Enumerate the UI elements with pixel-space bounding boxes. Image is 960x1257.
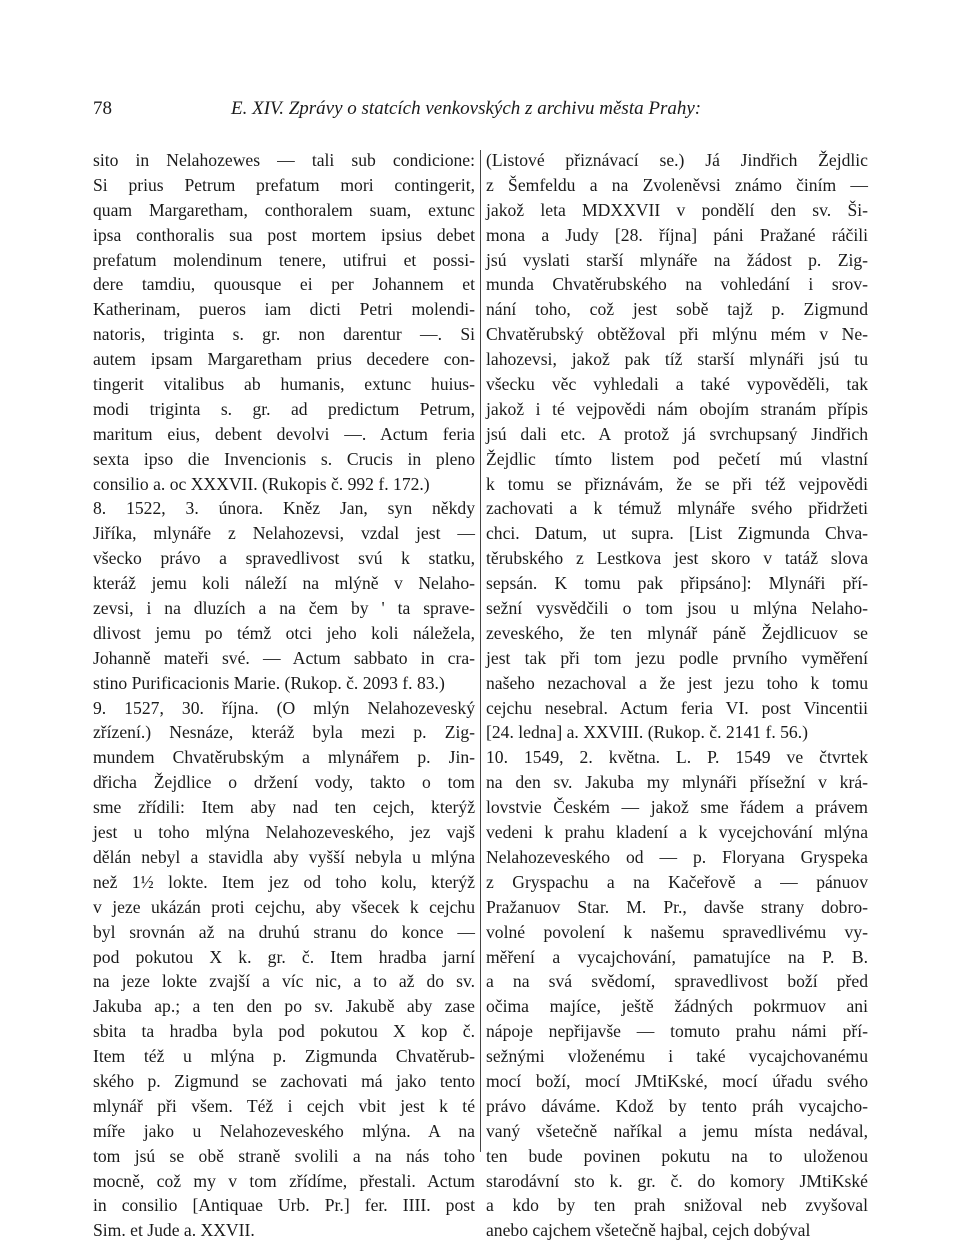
column-divider [480, 150, 481, 1152]
text-line: Si prius Petrum prefatum mori contingerit, [93, 174, 475, 195]
text-line: nápoje nepřijavše — tomuto prahu námi pří- [486, 1021, 868, 1042]
text-line: tom jsú se obě straně svolili a na nás toho [93, 1145, 475, 1166]
text-line: tingerit vitalibus ab humanis, extunc huius- [93, 374, 475, 395]
text-line: consilio a. oc XXXVII. (Rukopis č. 992 f. 172.) [93, 473, 430, 494]
text-line: pod pokutou X k. gr. č. Item hradba jarní [93, 946, 475, 967]
text-line: maritum eius, debent devolvi —. Actum feria [93, 423, 475, 444]
text-line: mundem Chvatěrubským a mlynářem p. Jin- [93, 747, 475, 768]
text-line: Sim. et Jude a. XXVII. [93, 1220, 255, 1241]
text-line: zeveského, že ten mlynář páně Žejdlicuov se [486, 622, 868, 643]
text-line: než 1½ lokte. Item jez od toho kolu, kterýž [93, 871, 475, 892]
text-line: mocí boží, mocí JMtiKské, mocí úřadu svého [486, 1070, 868, 1091]
text-line: [24. ledna] a. XXVIII. (Rukop. č. 2141 f. 56.) [486, 722, 808, 743]
text-line: ského p. Zigmund se zachovati má jako tento [93, 1070, 475, 1091]
text-line: (Listové přiznávací se.) Já Jindřich Žejdlic [486, 150, 868, 170]
text-line: 9. 1527, 30. října. (O mlýn Nelahozeveský [93, 697, 475, 718]
text-line: mocně, což my v tom zřídíme, přestali. Actum [93, 1170, 475, 1191]
text-line: jest u toho mlýna Nelahozeveského, jez vajš [93, 822, 475, 843]
text-line: jsú dali etc. A protož já svrchupsaný Jindřich [486, 423, 868, 444]
page-header [93, 98, 873, 128]
text-line: byl srovnán až na druhú stranu do konce — [93, 921, 475, 942]
text-line: modi triginta s. gr. ad predictum Petrum, [93, 398, 475, 419]
text-line: quam Margaretham, conthoralem suam, extunc [93, 199, 475, 220]
text-line: Nelahozeveského od — p. Floryana Gryspeka [486, 846, 868, 867]
text-line: sežní vysvědčili o tom jsou u mlýna Nelaho- [486, 598, 868, 619]
text-line: dlivost jemu po témž otci jeho koli náležela, [93, 622, 475, 643]
text-line: z Gryspachu a na Kačeřově a — pánuov [486, 871, 868, 892]
text-line: vedeni k prahu kladení a k vycejchování mlýna [486, 822, 868, 843]
text-line: in consilio [Antiquae Urb. Pr.] fer. IIII. post [93, 1195, 475, 1216]
text-line: sme zřídili: Item aby nad ten cejch, kterýž [93, 797, 475, 818]
text-line: očima majíce, ještě žádných pokrmuov ani [486, 996, 868, 1017]
text-line: Chvatěrubský obtěžoval při mlýnu mém v Ne- [486, 324, 868, 345]
text-line: na jeze lokte zvajší a víc nic, a to až do sv. [93, 971, 475, 992]
text-line: měření a vycajchování, pamatujíce na P. B. [486, 946, 868, 967]
text-line: Pražanuov Star. M. Pr., davše strany dobro- [486, 896, 868, 917]
text-line: prefatum molendinum tenere, utifrui et possi- [93, 249, 475, 270]
text-line: ten bude povinen pokutu na to uloženou [486, 1145, 868, 1166]
text-line: zachovati a k témuž mlynáře svého přidržeti [486, 498, 868, 519]
text-line: Item též u mlýna p. Zigmunda Chvatěrub- [93, 1046, 475, 1067]
text-line: sežnými vloženému i také vycajchovanému [486, 1046, 868, 1067]
text-line: zevsi, i na dluzích a na čem by ' ta sprave- [93, 598, 475, 619]
text-line: z Šemfeldu a na Zvoleněvsi známo činím — [486, 174, 868, 195]
text-line: starodávní sto k. gr. č. do komory JMtiKské [486, 1170, 868, 1191]
text-line: k tomu se přiznávám, že se při též vejpovědi [486, 473, 868, 494]
text-line: sbita ta hradba byla pod pokutou X kop č. [93, 1021, 475, 1042]
text-line: 8. 1522, 3. února. Kněz Jan, syn někdy [93, 498, 475, 519]
text-line: právo dáváme. Kdož by tento práh vycajcho- [486, 1095, 868, 1116]
text-line: jest tak při tom jezu podle prvního vyměření [486, 647, 868, 668]
left-text-column [93, 148, 475, 1243]
text-line: jakož leta MDXXVII v pondělí den sv. Ši- [486, 199, 868, 220]
text-line: stino Purificacionis Marie. (Rukop. č. 2093 f. 83.) [93, 672, 445, 693]
text-line: volné povolení k našemu spravedlivému vy- [486, 921, 868, 942]
text-line: ipsa conthoralis sua post mortem ipsius debet [93, 224, 475, 245]
text-line: cejchu nesebral. Actum feria VI. post Vincentii [486, 697, 868, 718]
text-line: jakož i té vejpovědi nám obojím stranám přípis [486, 398, 868, 419]
text-line: anebo cajchem všetečně hajbal, cejch dobýval [486, 1220, 811, 1241]
text-line: Jakuba ap.; a ten den po sv. Jakubě aby zase [93, 996, 475, 1017]
text-line: na den sv. Jakuba my mlynáři přísežní v krá- [486, 772, 868, 793]
text-line: vaný všetečně naříkal a jemu místa nedával, [486, 1120, 868, 1141]
text-line: v jeze ukázán proti cejchu, aby všecek k cejchu [93, 896, 475, 917]
text-line: natoris, triginta s. gr. non darentur —. Si [93, 324, 475, 345]
right-text-column [486, 148, 868, 1243]
text-line: sepsán. K tomu pak připsáno]: Mlynáři pří- [486, 573, 868, 594]
text-line: našeho nezachoval a že jest jezu toho k tomu [486, 672, 868, 693]
text-line: munda Chvatěrubského na vohledání i srov- [486, 274, 868, 295]
text-line: a na svá svědomí, spravedlivost boží před [486, 971, 868, 992]
text-line: mlynář při všem. Též i cejch vbit jest k té [93, 1095, 475, 1116]
text-line: všecku věc vyhledali a také vypověděli, tak [486, 374, 868, 395]
text-line: sexta ipso die Invencionis s. Crucis in pleno [93, 448, 475, 469]
text-line: lovstvie Českém — jakož sme řádem a právem [486, 797, 868, 818]
text-line: Žejdlic tímto listem pod pečetí mú vlastní [486, 448, 868, 469]
text-line: mona a Judy [28. října] páni Pražané ráčili [486, 224, 868, 245]
text-line: Johanně mateři své. — Actum sabbato in cra- [93, 647, 475, 668]
running-title: E. XIV. Zprávy o statcích venkovských z archivu města Prahy: [231, 98, 702, 119]
text-line: dřicha Žejdlice o držení vody, takto o tom [93, 772, 475, 793]
text-line: míře jako u Nelahozeveského mlýna. A na [93, 1120, 475, 1141]
text-line: sito in Nelahozewes — tali sub condicione: [93, 150, 475, 170]
text-line: lahozevsi, jakož pak tíž starší mlynáři jsú tu [486, 349, 868, 370]
text-line: dere tamdiu, quousque ei per Johannem et [93, 274, 475, 295]
text-line: všecko právo a spravedlivost svú k statku, [93, 548, 475, 569]
text-line: a kdo by ten prah snižoval neb zvyšoval [486, 1195, 868, 1216]
text-line: těrubského z Lestkova jest skoro v tatáž slova [486, 548, 868, 569]
text-line: kteráž jemu koli náleží na mlýně v Nelaho- [93, 573, 475, 594]
text-line: chci. Datum, ut supra. [List Zigmunda Chva- [486, 523, 868, 544]
text-line: nání toho, což jest sobě tajž p. Zigmund [486, 299, 868, 320]
text-line: dělán nebyl a stavidla aby vyšší nebyla u mlýna [93, 846, 475, 867]
text-line: jsú vyslati starší mlynáře na žádost p. Zig- [486, 249, 868, 270]
text-line: Katherinam, pueros iam dicti Petri molendi- [93, 299, 475, 320]
text-line: zřízení.) Nesnáze, kteráž byla mezi p. Zig- [93, 722, 475, 743]
text-line: autem ipsam Margaretham prius decedere con- [93, 349, 475, 370]
page-number: 78 [93, 98, 112, 119]
text-line: 10. 1549, 2. května. L. P. 1549 ve čtvrtek [486, 747, 868, 768]
text-line: Jiříka, mlynáře z Nelahozevsi, vzdal jest — [93, 523, 475, 544]
